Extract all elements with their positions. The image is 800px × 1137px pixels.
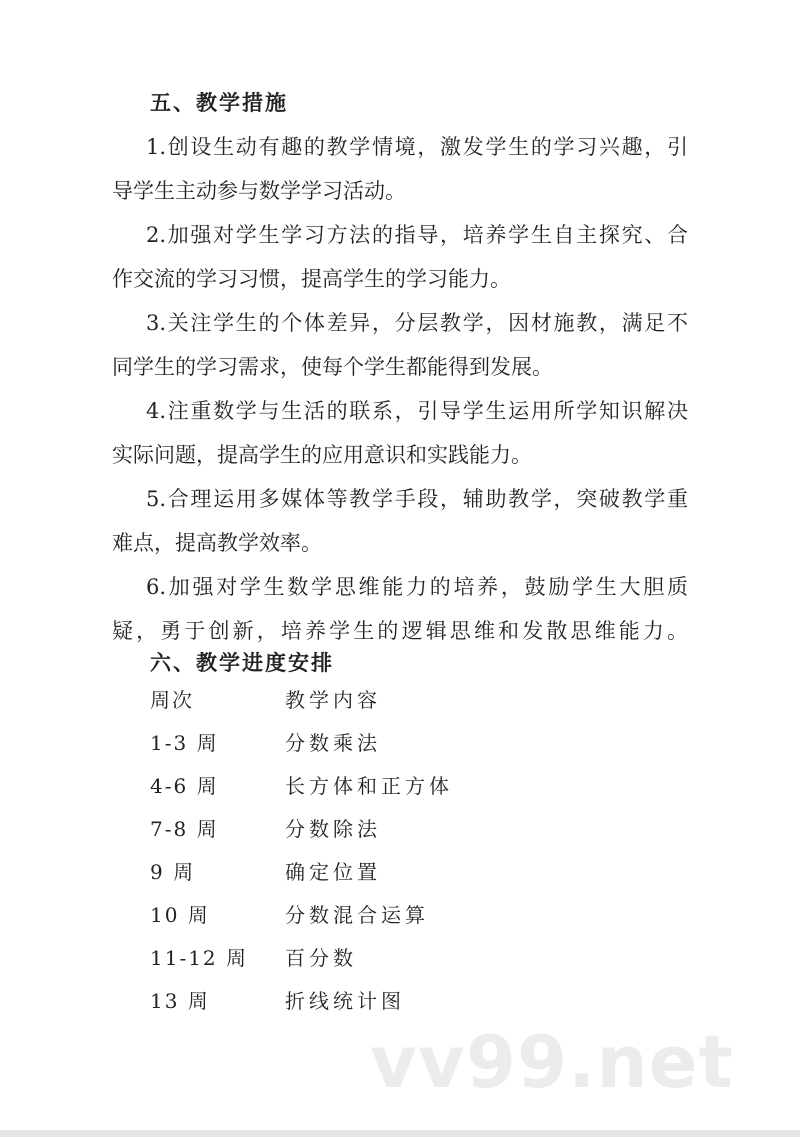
schedule-week: 10 周 (150, 903, 210, 927)
schedule-content: 长方体和正方体 (285, 774, 453, 798)
watermark: vv99.net (370, 1020, 734, 1104)
schedule-week: 13 周 (150, 989, 210, 1013)
schedule-week: 1-3 周 (150, 731, 219, 755)
section-heading-teaching-measures: 五、教学措施 (150, 91, 288, 115)
measure-6-line-2: 疑，勇于创新，培养学生的逻辑思维和发散思维能力。 (112, 619, 688, 643)
schedule-content: 确定位置 (285, 860, 381, 884)
measure-4-line-1: 4.注重数学与生活的联系，引导学生运用所学知识解决 (146, 399, 688, 423)
schedule-week: 7-8 周 (150, 817, 219, 841)
measure-3-line-1: 3.关注学生的个体差异，分层教学，因材施教，满足不 (146, 311, 688, 335)
schedule-content: 折线统计图 (285, 989, 405, 1013)
schedule-content: 分数混合运算 (285, 903, 429, 927)
schedule-content: 分数乘法 (285, 731, 381, 755)
schedule-content: 分数除法 (285, 817, 381, 841)
schedule-content: 百分数 (285, 946, 357, 970)
measure-1-line-1: 1.创设生动有趣的教学情境，激发学生的学习兴趣，引 (146, 135, 688, 159)
measure-4-line-2: 实际问题，提高学生的应用意识和实践能力。 (112, 443, 532, 467)
measure-2-line-1: 2.加强对学生学习方法的指导，培养学生自主探究、合 (146, 223, 688, 247)
measure-2-line-2: 作交流的学习习惯，提高学生的学习能力。 (112, 267, 511, 291)
schedule-week: 9 周 (150, 860, 196, 884)
section-heading-schedule: 六、教学进度安排 (150, 651, 334, 675)
page-bottom-edge (0, 1130, 800, 1137)
measure-5-line-1: 5.合理运用多媒体等教学手段，辅助教学，突破教学重 (146, 487, 688, 511)
measure-5-line-2: 难点，提高教学效率。 (112, 531, 322, 555)
schedule-week: 4-6 周 (150, 774, 219, 798)
measure-3-line-2: 同学生的学习需求，使每个学生都能得到发展。 (112, 355, 553, 379)
schedule-header-week: 周次 (150, 688, 194, 712)
measure-1-line-2: 导学生主动参与数学学习活动。 (112, 179, 406, 203)
schedule-week: 11-12 周 (150, 946, 249, 970)
schedule-header-content: 教学内容 (285, 688, 381, 712)
measure-6-line-1: 6.加强对学生数学思维能力的培养，鼓励学生大胆质 (146, 575, 688, 599)
